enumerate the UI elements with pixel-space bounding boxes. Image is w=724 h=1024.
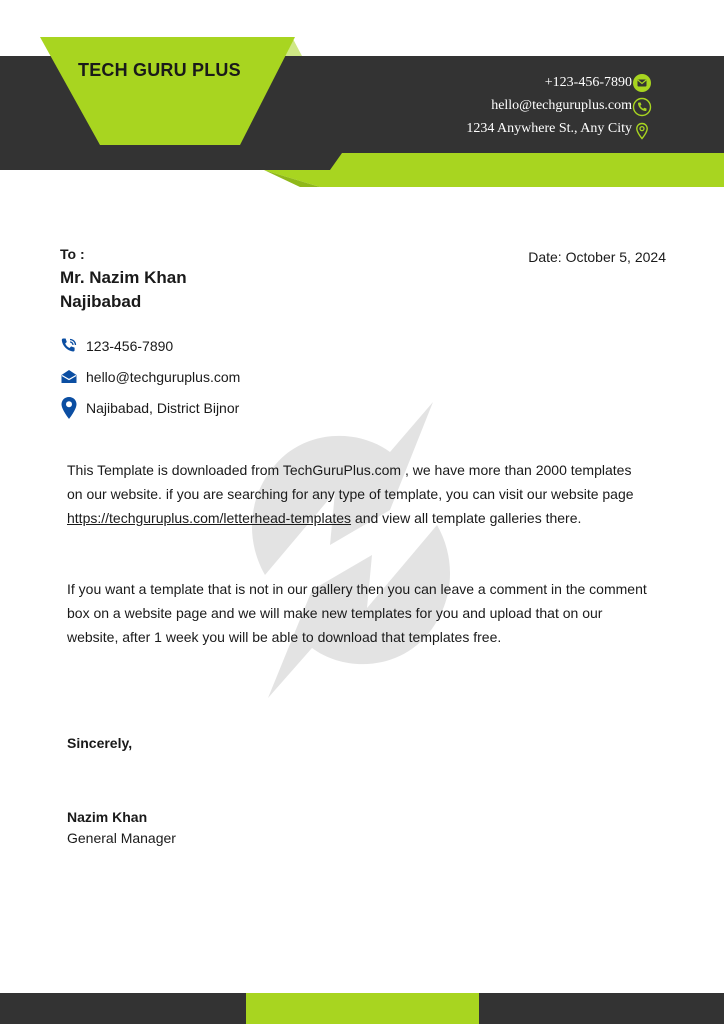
phone-icon [632,97,652,117]
letter-date: Date: October 5, 2024 [528,249,666,265]
body-paragraph-2: If you want a template that is not in our gallery then you can leave a comment in the comment box on a website page and we will make new templates for you and upload that on our website, after 1 week you will be able to download that templates free. [67,581,647,645]
header-address: 1234 Anywhere St., Any City [466,121,632,136]
mail-icon [632,73,652,93]
recipient-phone-row: 123-456-7890 [60,334,173,358]
to-label: To : [60,246,85,262]
header-green-stripe [264,153,724,187]
closing: Sincerely, [67,735,133,751]
header-phone: +123-456-7890 [544,75,632,90]
footer-accent [246,993,479,1024]
recipient-address-row: Najibabad, District Bijnor [60,396,239,420]
letterhead-templates-link[interactable]: https://techguruplus.com/letterhead-templates [67,510,352,526]
header-email[interactable]: hello@techguruplus.com [491,98,632,113]
location-icon [632,121,652,141]
signer-name: Nazim Khan [67,809,148,825]
location-pin-icon [60,396,78,420]
signer-title: General Manager [67,830,176,846]
mail-icon [60,368,78,386]
body-paragraph-1: This Template is downloaded from TechGuruPlus.com , we have more than 2000 templates on our website. if you are searching for any type of template, you can visit our website page https://techguruplus.com/letterhead-templates and view all template galleries there. [67,462,634,526]
watermark-logo [240,400,485,700]
recipient-name: Mr. Nazim Khan [60,268,187,287]
recipient-email-row[interactable]: hello@techguruplus.com [60,365,240,389]
recipient-city: Najibabad [60,292,142,311]
brand-tab [40,37,295,145]
brand-name: TECH GURU PLUS [78,60,241,80]
phone-icon [60,337,78,355]
